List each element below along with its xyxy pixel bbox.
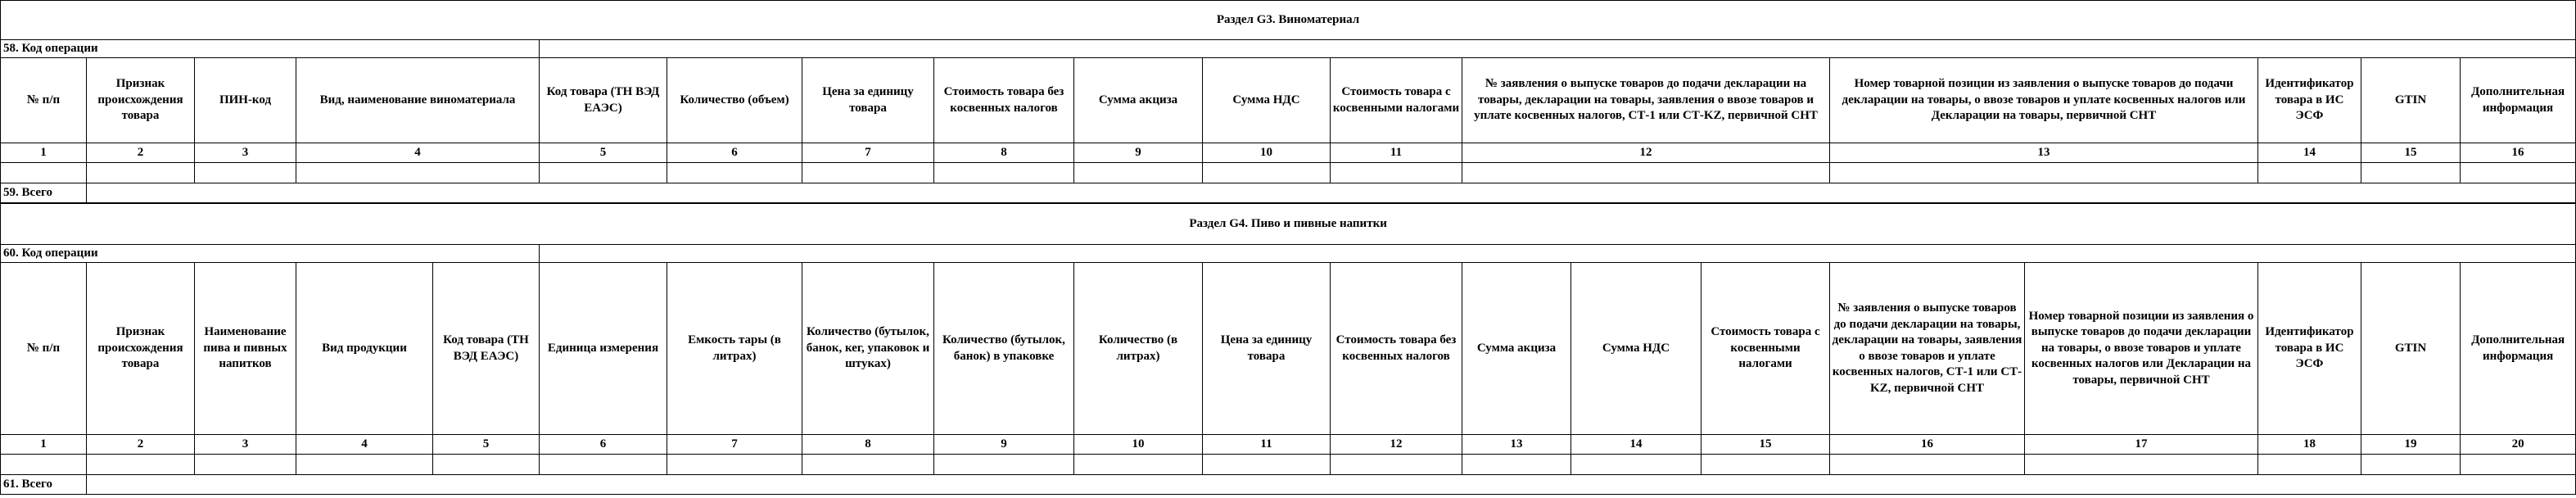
g4-cell[interactable] — [2025, 455, 2258, 475]
g4-header: Количество (бутылок, банок, кег, упаковок и штуках) — [802, 263, 934, 435]
section-g3-table — [0, 0, 2576, 203]
g4-header: Наименование пива и пивных напитков — [195, 263, 296, 435]
g4-header: Стоимость товара с косвенными налогами — [1702, 263, 1830, 435]
g3-column-number: 13 — [1830, 143, 2258, 163]
g3-header: Признак происхождения товара — [87, 58, 195, 143]
g3-header: № заявления о выпуске товаров до подачи декларации на товары, декларации на товары, заявления о ввозе товаров и уплате косвенных налогов, СТ-1 или СТ-KZ, первичной СНТ — [1462, 58, 1830, 143]
g4-header: № п/п — [1, 263, 87, 435]
g4-column-number: 3 — [195, 435, 296, 455]
g4-column-number: 10 — [1074, 435, 1203, 455]
g3-cell[interactable] — [1462, 163, 1830, 183]
g3-cell[interactable] — [934, 163, 1074, 183]
g3-column-number: 8 — [934, 143, 1074, 163]
g3-header: № п/п — [1, 58, 87, 143]
g4-header: GTIN — [2361, 263, 2461, 435]
g3-cell[interactable] — [2361, 163, 2461, 183]
g4-total-value[interactable] — [87, 475, 2576, 495]
g4-header: Сумма акциза — [1462, 263, 1571, 435]
g3-cell[interactable] — [540, 163, 667, 183]
g3-header: Дополнительная информация — [2461, 58, 2576, 143]
g3-operation-code-value[interactable] — [540, 40, 2576, 58]
g4-header: Признак происхождения товара — [87, 263, 195, 435]
g3-column-number: 2 — [87, 143, 195, 163]
g4-operation-code-label: 60. Код операции — [1, 245, 540, 263]
g4-cell[interactable] — [1203, 455, 1331, 475]
g3-header: Вид, наименование виноматериала — [296, 58, 540, 143]
g3-cell[interactable] — [87, 163, 195, 183]
g4-cell[interactable] — [195, 455, 296, 475]
g4-cell[interactable] — [802, 455, 934, 475]
g3-cell[interactable] — [1, 163, 87, 183]
section-g4-table — [0, 203, 2576, 495]
g4-cell[interactable] — [1571, 455, 1702, 475]
g4-cell[interactable] — [540, 455, 667, 475]
g3-header: Идентификатор товара в ИС ЭСФ — [2258, 58, 2361, 143]
g4-column-number: 17 — [2025, 435, 2258, 455]
g4-column-number: 4 — [296, 435, 433, 455]
g3-header: Сумма НДС — [1203, 58, 1331, 143]
g4-operation-code-value[interactable] — [540, 245, 2576, 263]
g4-cell[interactable] — [2461, 455, 2576, 475]
g4-header: Идентификатор товара в ИС ЭСФ — [2258, 263, 2361, 435]
g3-column-number: 10 — [1203, 143, 1331, 163]
g3-cell[interactable] — [296, 163, 540, 183]
g3-column-number: 14 — [2258, 143, 2361, 163]
g4-cell[interactable] — [1, 455, 87, 475]
g4-cell[interactable] — [667, 455, 802, 475]
g3-cell[interactable] — [667, 163, 802, 183]
g3-cell[interactable] — [1203, 163, 1331, 183]
g3-cell[interactable] — [1331, 163, 1462, 183]
section-g3-title: Раздел G3. Виноматериал — [1, 1, 2576, 40]
g3-column-number: 9 — [1074, 143, 1203, 163]
g4-header: Вид продукции — [296, 263, 433, 435]
g4-cell[interactable] — [87, 455, 195, 475]
g3-operation-code-label: 58. Код операции — [1, 40, 540, 58]
g4-header: Емкость тары (в литрах) — [667, 263, 802, 435]
g3-header: GTIN — [2361, 58, 2461, 143]
g4-header: № заявления о выпуске товаров до подачи декларации на товары, декларации на товары, заявления о ввозе товаров и уплате косвенных налогов, СТ-1 или СТ-KZ, первичной СНТ — [1830, 263, 2025, 435]
g4-header: Дополнительная информация — [2461, 263, 2576, 435]
g4-empty-data-row — [1, 455, 2576, 475]
g3-column-number: 7 — [802, 143, 934, 163]
g3-empty-data-row — [1, 163, 2576, 183]
g3-total-label: 59. Всего — [1, 183, 87, 203]
g3-column-number: 1 — [1, 143, 87, 163]
g3-header: ПИН-код — [195, 58, 296, 143]
g4-header: Цена за единицу товара — [1203, 263, 1331, 435]
g3-cell[interactable] — [2461, 163, 2576, 183]
g3-header: Номер товарной позиции из заявления о выпуске товаров до подачи декларации на товары, о ввозе товаров и уплате косвенных налогов или Декларации на товары, первичной СНТ — [1830, 58, 2258, 143]
g4-column-number: 8 — [802, 435, 934, 455]
g3-column-number: 3 — [195, 143, 296, 163]
g4-cell[interactable] — [2361, 455, 2461, 475]
g4-header: Стоимость товара без косвенных налогов — [1331, 263, 1462, 435]
g4-column-number: 14 — [1571, 435, 1702, 455]
g4-column-number: 7 — [667, 435, 802, 455]
g4-column-number: 18 — [2258, 435, 2361, 455]
g4-cell[interactable] — [1462, 455, 1571, 475]
g4-header: Количество (в литрах) — [1074, 263, 1203, 435]
g4-header: Номер товарной позиции из заявления о выпуске товаров до подачи декларации на товары, о ввозе товаров и уплате косвенных налогов или Декларации на товары, первичной СНТ — [2025, 263, 2258, 435]
g3-cell[interactable] — [802, 163, 934, 183]
g4-column-number: 13 — [1462, 435, 1571, 455]
g3-cell[interactable] — [2258, 163, 2361, 183]
g4-column-number: 15 — [1702, 435, 1830, 455]
g4-cell[interactable] — [296, 455, 433, 475]
g3-column-number: 11 — [1331, 143, 1462, 163]
g3-header: Код товара (ТН ВЭД ЕАЭС) — [540, 58, 667, 143]
g3-column-number: 12 — [1462, 143, 1830, 163]
g4-column-number: 9 — [934, 435, 1074, 455]
g3-column-number: 6 — [667, 143, 802, 163]
g4-column-number: 11 — [1203, 435, 1331, 455]
section-g4-title: Раздел G4. Пиво и пивные напитки — [1, 204, 2576, 245]
g3-header: Цена за единицу товара — [802, 58, 934, 143]
g3-total-value[interactable] — [87, 183, 2576, 203]
g4-header: Код товара (ТН ВЭД ЕАЭС) — [433, 263, 540, 435]
g3-cell[interactable] — [195, 163, 296, 183]
g4-header: Сумма НДС — [1571, 263, 1702, 435]
g3-column-number: 15 — [2361, 143, 2461, 163]
g4-column-number: 1 — [1, 435, 87, 455]
g3-cell[interactable] — [1074, 163, 1203, 183]
g4-column-number: 6 — [540, 435, 667, 455]
g4-header: Единица измерения — [540, 263, 667, 435]
g4-column-number: 19 — [2361, 435, 2461, 455]
g3-column-number: 16 — [2461, 143, 2576, 163]
g4-cell[interactable] — [433, 455, 540, 475]
g4-column-number: 5 — [433, 435, 540, 455]
g3-column-number: 4 — [296, 143, 540, 163]
g4-column-number: 2 — [87, 435, 195, 455]
g3-header: Стоимость товара без косвенных налогов — [934, 58, 1074, 143]
g4-header: Количество (бутылок, банок) в упаковке — [934, 263, 1074, 435]
g3-header: Стоимость товара с косвенными налогами — [1331, 58, 1462, 143]
g4-column-number: 16 — [1830, 435, 2025, 455]
g3-header: Количество (объем) — [667, 58, 802, 143]
g3-header: Сумма акциза — [1074, 58, 1203, 143]
g4-cell[interactable] — [1331, 455, 1462, 475]
g4-cell[interactable] — [1830, 455, 2025, 475]
g4-total-label: 61. Всего — [1, 475, 87, 495]
g4-cell[interactable] — [1074, 455, 1203, 475]
g4-column-number: 12 — [1331, 435, 1462, 455]
g4-column-number: 20 — [2461, 435, 2576, 455]
g3-cell[interactable] — [1830, 163, 2258, 183]
g4-cell[interactable] — [1702, 455, 1830, 475]
g3-column-number: 5 — [540, 143, 667, 163]
g4-cell[interactable] — [2258, 455, 2361, 475]
g4-cell[interactable] — [934, 455, 1074, 475]
